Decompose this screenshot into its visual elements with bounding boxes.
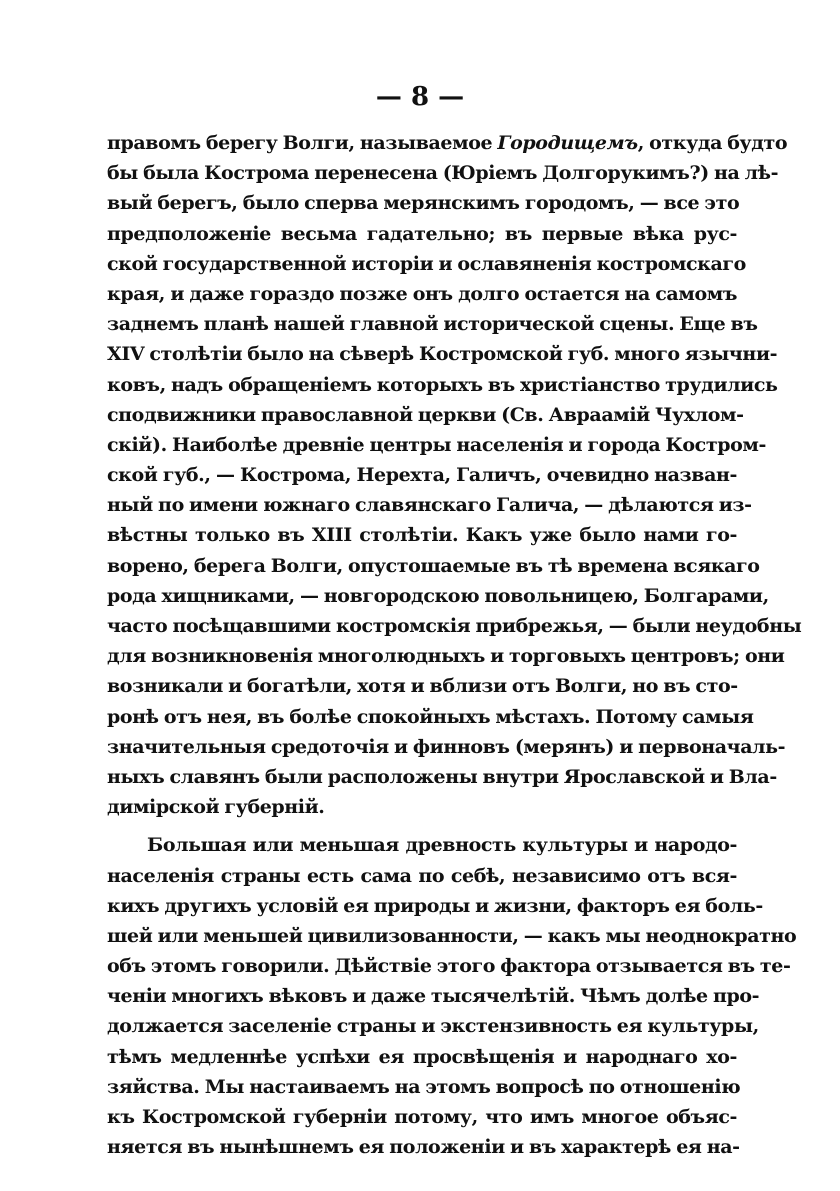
text-line: ныхъ славянъ были расположены внутри Ярославской и Вла- — [107, 765, 777, 788]
text-line: края, и даже гораздо позже онъ долго остается на самомъ — [107, 282, 737, 305]
text-line: для возникновенія многолюдныхъ и торговыхъ центровъ; они — [107, 645, 785, 668]
text-line: ковъ, надъ обращеніемъ которыхъ въ христіанство трудились — [107, 373, 778, 396]
text-line: Большая или меньшая древность культуры и народо- — [147, 834, 737, 857]
text-line: правомъ берегу Волги, называемое Городищемъ, откуда будто — [107, 132, 788, 154]
text-line: няется въ нынѣшнемъ ея положеніи и въ характерѣ ея на- — [107, 1136, 740, 1159]
text-line: XIV столѣтіи было на сѣверѣ Костромской губ. много язычни- — [107, 343, 778, 366]
page-number: — 8 — — [375, 82, 465, 112]
text-line: шей или меньшей цивилизованности, — какъ мы неоднократно — [107, 924, 797, 947]
emphasis-word: Городищемъ — [497, 132, 638, 154]
text-line: возникали и богатѣли, хотя и вблизи отъ Волги, но въ сто- — [107, 675, 738, 698]
text-line: ворено, берега Волги, опустошаемые въ тѣ времена всякаго — [107, 554, 760, 577]
paragraph-2 — [107, 830, 797, 1162]
text-line: должается заселеніе страны и экстензивность ея культуры, — [107, 1015, 759, 1038]
text-line: предположеніе весьма гадательно; въ первые вѣка рус- — [107, 222, 737, 245]
text-line: значительныя средоточія и финновъ (мерянъ) и первоначаль- — [107, 735, 786, 758]
text-line: рода хищниками, — новгородскою повольницею, Болгарами, — [107, 584, 769, 607]
text-line: димірской губерній. — [107, 796, 325, 819]
text-line: кихъ другихъ условій ея природы и жизни, факторъ ея боль- — [107, 894, 763, 917]
paragraph-1 — [107, 128, 802, 822]
text-line: тѣмъ медленнѣе успѣхи ея просвѣщенія и народнаго хо- — [107, 1045, 737, 1068]
text-line: объ этомъ говорили. Дѣйствіе этого фактора отзывается въ те- — [107, 955, 791, 978]
text-line: сподвижники православной церкви (Св. Авраамій Чухлом- — [107, 403, 744, 426]
text-line: заднемъ планѣ нашей главной исторической сцены. Еще въ — [107, 313, 758, 336]
text-line: зяйства. Мы настаиваемъ на этомъ вопросѣ по отношенію — [107, 1075, 741, 1098]
text-line: ченіи многихъ вѣковъ и даже тысячелѣтій. Чѣмъ долѣе про- — [107, 985, 760, 1008]
text-line: ный по имени южнаго славянскаго Галича, — дѣлаются из- — [107, 494, 752, 517]
text-line: ской государственной исторіи и ославяненія костромскаго — [107, 252, 746, 275]
text-line: бы была Кострома перенесена (Юріемъ Долгорукимъ?) на лѣ- — [107, 162, 779, 185]
text-line: населенія страны есть сама по себѣ, независимо отъ вся- — [107, 864, 737, 887]
text-line: ронѣ отъ нея, въ болѣе спокойныхъ мѣстахъ. Потому самыя — [107, 705, 754, 728]
text-line: вѣстны только въ XIII столѣтіи. Какъ уже было нами го- — [107, 524, 737, 547]
text-line: скій). Наиболѣе древніе центры населенія и города Костром- — [107, 433, 766, 456]
body-text — [107, 128, 802, 1162]
text-line: часто посѣщавшими костромскія прибрежья, — были неудобны — [107, 615, 802, 637]
text-line: вый берегъ, было сперва мерянскимъ городомъ, — все это — [107, 192, 740, 215]
text-line: къ Костромской губерніи потому, что имъ многое объяс- — [107, 1106, 737, 1128]
text-line: ской губ., — Кострома, Нерехта, Галичъ, очевидно назван- — [107, 464, 737, 487]
